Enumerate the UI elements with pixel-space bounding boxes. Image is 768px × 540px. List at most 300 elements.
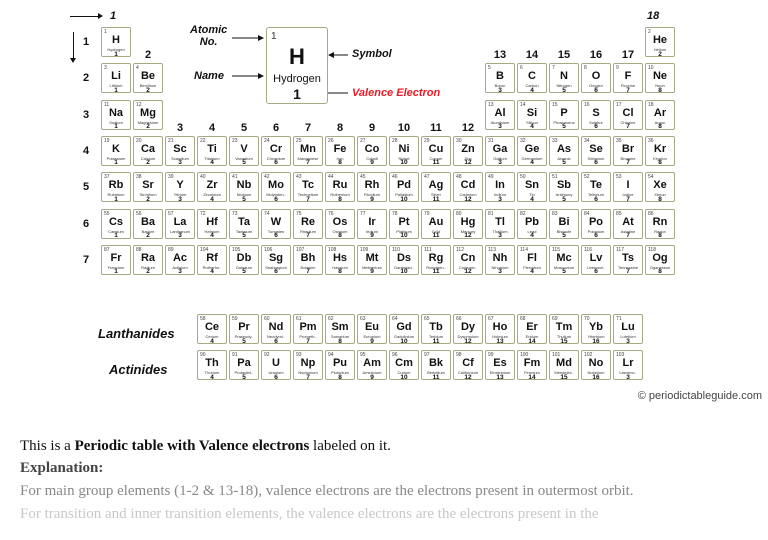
element-cell-te: [581, 172, 611, 202]
atomic-number: 84: [584, 210, 590, 217]
atomic-number: 31: [488, 137, 494, 144]
element-name: Meitnerium: [362, 264, 382, 270]
element-symbol: La: [173, 215, 187, 228]
valence-count: 12: [464, 159, 472, 166]
element-cell-fl: [517, 245, 547, 275]
group-label-15: 15: [557, 49, 571, 62]
element-name: Bismuth: [556, 228, 572, 234]
atomic-number: 113: [488, 246, 496, 253]
element-cell-cn: [453, 245, 483, 275]
element-name: Astatine: [620, 228, 636, 234]
group-label-11: 11: [430, 121, 442, 134]
valence-count: 3: [498, 123, 502, 130]
element-symbol: Th: [205, 357, 219, 369]
element-cell-cu: [421, 136, 451, 166]
element-symbol: K: [112, 142, 120, 155]
atomic-number: 25: [296, 137, 302, 144]
valence-count: 4: [530, 232, 534, 239]
element-name: Radium: [141, 264, 155, 270]
valence-count: 7: [626, 232, 630, 239]
element-symbol: V: [240, 142, 248, 155]
valence-count: 16: [592, 337, 600, 344]
valence-count: 5: [562, 123, 566, 130]
element-symbol: Sb: [556, 179, 572, 192]
group-label-9: 9: [368, 121, 376, 134]
atomic-number: 11: [104, 101, 110, 108]
element-cell-cf: [453, 350, 483, 380]
element-name: Plutonium: [331, 370, 349, 375]
atomic-number: 2: [648, 29, 651, 35]
atomic-number: 41: [232, 174, 238, 181]
group-18-label: 18: [647, 10, 660, 22]
period-label-2: 2: [82, 72, 90, 85]
element-symbol: O: [591, 70, 601, 83]
element-name: Beryllium: [139, 83, 157, 89]
element-cell-bk: [421, 350, 451, 380]
valence-count: 3: [498, 268, 502, 275]
element-cell-f: [613, 63, 643, 93]
atomic-number: 80: [456, 210, 462, 217]
element-symbol: Sc: [173, 142, 187, 155]
valence-count: 7: [306, 195, 310, 203]
element-cell-yb: [581, 314, 611, 344]
valence-count: 5: [242, 195, 246, 203]
element-symbol: P: [560, 106, 568, 119]
element-name: Thulium: [556, 334, 572, 339]
atomic-number: 83: [552, 210, 558, 217]
element-name: Bohrium: [300, 264, 316, 270]
element-symbol: I: [626, 179, 630, 192]
atomic-number: 116: [584, 246, 592, 253]
element-cell-ts: [613, 245, 643, 275]
atomic-number: 99: [488, 352, 494, 358]
element-symbol: Po: [588, 215, 604, 228]
valence-count: 2: [146, 123, 150, 130]
atomic-number: 82: [520, 210, 526, 217]
element-cell-bi: [549, 209, 579, 239]
element-symbol: Os: [332, 215, 348, 228]
atomic-number: 33: [552, 137, 558, 144]
atomic-number: 79: [424, 210, 430, 217]
element-name: Tennessine: [617, 264, 639, 270]
element-name: Zirconium: [203, 192, 221, 198]
element-cell-co: [357, 136, 387, 166]
valence-count: 6: [594, 123, 598, 130]
valence-count: 2: [146, 232, 150, 239]
element-cell-hg: [453, 209, 483, 239]
element-cell-tb: [421, 314, 451, 344]
element-cell-pr: [229, 314, 259, 344]
element-symbol: Li: [111, 70, 121, 83]
element-cell-pd: [389, 172, 419, 202]
element-cell-lv: [581, 245, 611, 275]
valence-count: 4: [530, 86, 534, 94]
atomic-number: 66: [456, 316, 462, 322]
element-symbol: Pu: [332, 357, 348, 369]
group-label-13: 13: [493, 49, 507, 62]
valence-count: 7: [626, 268, 630, 275]
element-cell-mo: [261, 172, 291, 202]
element-cell-s: [581, 100, 611, 130]
element-cell-dy: [453, 314, 483, 344]
element-name: Osmium: [332, 228, 348, 234]
element-name: Gold: [431, 228, 441, 234]
element-symbol: Sn: [524, 179, 540, 192]
element-cell-eu: [357, 314, 387, 344]
atomic-number: 70: [584, 316, 590, 322]
element-cell-i: [613, 172, 643, 202]
element-cell-at: [613, 209, 643, 239]
element-symbol: Fe: [333, 142, 347, 155]
element-name: Tellurium: [587, 192, 604, 198]
element-symbol: Ce: [204, 321, 220, 333]
valence-count: 5: [242, 373, 246, 380]
element-symbol: Cf: [462, 357, 474, 369]
atomic-number: 55: [104, 210, 110, 217]
group-label-12: 12: [461, 121, 475, 134]
legend-example-valence: 1: [293, 86, 301, 102]
element-name: Iridium: [365, 228, 378, 234]
element-cell-sr: [133, 172, 163, 202]
group-axis-label: 1: [110, 10, 117, 22]
valence-count: 3: [626, 373, 630, 380]
atomic-number: 20: [136, 137, 142, 144]
valence-count: 2: [658, 50, 662, 57]
element-cell-ba: [133, 209, 163, 239]
element-symbol: Re: [300, 215, 316, 228]
element-symbol: Pm: [299, 321, 317, 333]
atomic-number: 15: [552, 101, 558, 108]
element-name: Dysprosium: [457, 334, 479, 339]
element-symbol: C: [528, 70, 536, 83]
valence-count: 4: [210, 268, 214, 275]
element-name: Rhenium: [299, 228, 316, 234]
element-name: Erbium: [525, 334, 539, 339]
valence-count: 10: [400, 195, 408, 203]
atomic-number: 23: [232, 137, 238, 144]
element-symbol: Tm: [555, 321, 573, 333]
period-label-7: 7: [82, 253, 90, 266]
element-symbol: Co: [364, 142, 380, 155]
valence-count: 15: [560, 373, 568, 380]
element-cell-ca: [133, 136, 163, 166]
element-name: Barium: [141, 228, 155, 234]
element-symbol: Ts: [621, 251, 635, 264]
atomic-number: 104: [200, 246, 209, 253]
valence-count: 1: [114, 123, 118, 130]
element-cell-cs: [101, 209, 131, 239]
element-cell-cd: [453, 172, 483, 202]
element-cell-al: [485, 100, 515, 130]
atomic-number: 93: [296, 352, 302, 358]
element-name: Livermori..: [586, 264, 606, 270]
valence-count: 10: [400, 268, 408, 275]
valence-count: 2: [146, 86, 150, 94]
atomic-number: 117: [616, 246, 624, 253]
atomic-number: 45: [360, 174, 366, 181]
element-symbol: Db: [236, 251, 252, 264]
valence-count: 11: [432, 232, 440, 239]
element-symbol: Fr: [110, 251, 122, 264]
element-cell-er: [517, 314, 547, 344]
element-symbol: Hs: [332, 251, 348, 264]
element-name: Platinum: [396, 228, 412, 234]
atomic-number: 19: [104, 137, 110, 144]
explanation-para-1: For main group elements (1-2 & 13-18), valence electrons are the electrons present in outermost orbit.: [20, 483, 634, 499]
element-name: Antimony: [555, 192, 573, 198]
valence-count: 8: [658, 123, 662, 130]
element-symbol: Og: [652, 251, 668, 264]
element-cell-u: [261, 350, 291, 380]
atomic-number: 32: [520, 137, 526, 144]
valence-count: 5: [562, 159, 566, 166]
atomic-number: 63: [360, 316, 366, 322]
element-symbol: Ti: [207, 142, 217, 155]
valence-count: 10: [400, 159, 408, 166]
element-symbol: Ac: [172, 251, 188, 264]
element-cell-db: [229, 245, 259, 275]
element-name: Prometh..: [299, 334, 317, 339]
element-cell-sc: [165, 136, 195, 166]
atomic-number: 38: [136, 174, 142, 181]
valence-count: 7: [306, 373, 310, 380]
atomic-number: 21: [168, 137, 174, 144]
valence-count: 12: [464, 373, 472, 380]
lanthanides-label: Lanthanides: [98, 326, 175, 341]
element-name: Gallium: [493, 155, 507, 161]
element-name: Neon: [655, 83, 665, 89]
element-name: Nihonium: [491, 264, 509, 270]
element-cell-lu: [613, 314, 643, 344]
atomic-number: 94: [328, 352, 334, 358]
atomic-number: 110: [392, 246, 400, 253]
element-cell-ds: [389, 245, 419, 275]
element-cell-p: [549, 100, 579, 130]
element-name: Helium: [653, 47, 667, 52]
valence-count: 1: [114, 232, 118, 239]
atomic-number: 73: [232, 210, 238, 217]
atomic-number: 14: [520, 101, 526, 108]
element-name: Rutherfor..: [202, 264, 222, 270]
element-name: Titanium: [204, 155, 220, 161]
element-name: Oganesson: [649, 264, 671, 270]
valence-count: 3: [178, 268, 182, 275]
element-name: Nitrogen: [556, 83, 572, 89]
atomic-number: 10: [648, 65, 654, 72]
element-symbol: Mn: [300, 142, 316, 155]
element-name: Darmstad..: [394, 264, 414, 270]
atomic-number: 24: [264, 137, 270, 144]
valence-count: 8: [658, 195, 662, 203]
atomic-number: 48: [456, 174, 462, 181]
valence-count: 2: [146, 195, 150, 203]
element-cell-os: [325, 209, 355, 239]
atomic-number: 6: [520, 65, 523, 72]
atomic-number: 46: [392, 174, 398, 181]
valence-count: 12: [464, 268, 472, 275]
explanation-heading: Explanation:: [20, 460, 104, 476]
valence-count: 14: [528, 337, 536, 344]
element-cell-am: [357, 350, 387, 380]
atomic-number: 7: [552, 65, 555, 72]
element-name: Magnesium: [137, 119, 159, 125]
element-cell-h: [101, 27, 131, 57]
element-name: Technetium: [297, 192, 319, 198]
valence-count: 8: [338, 268, 342, 275]
element-name: Yttrium: [173, 192, 187, 198]
element-cell-b: [485, 63, 515, 93]
element-cell-cl: [613, 100, 643, 130]
element-cell-og: [645, 245, 675, 275]
element-name: Terbium: [428, 334, 444, 339]
element-cell-au: [421, 209, 451, 239]
element-cell-no: [581, 350, 611, 380]
element-cell-w: [261, 209, 291, 239]
atomic-number: 100: [520, 352, 529, 358]
element-symbol: Te: [589, 179, 603, 192]
atomic-number: 108: [328, 246, 337, 253]
valence-count: 8: [338, 373, 342, 380]
valence-count: 3: [178, 232, 182, 239]
legend-example-number: 1: [271, 31, 277, 42]
valence-count: 3: [498, 232, 502, 239]
valence-count: 6: [274, 373, 278, 380]
element-cell-mn: [293, 136, 323, 166]
element-name: Aluminium: [490, 119, 510, 125]
valence-count: 6: [274, 159, 278, 166]
element-cell-v: [229, 136, 259, 166]
valence-count: 11: [432, 268, 440, 275]
valence-count: 7: [306, 159, 310, 166]
atomic-number: 49: [488, 174, 494, 181]
element-name: Calcium: [140, 155, 156, 161]
valence-count: 4: [210, 373, 214, 380]
element-symbol: Md: [556, 357, 572, 369]
valence-count: 5: [242, 232, 246, 239]
valence-count: 8: [658, 268, 662, 275]
element-name: Sodium: [109, 119, 123, 125]
atomic-number: 68: [520, 316, 526, 322]
atomic-number: 22: [200, 137, 206, 144]
atomic-number: 50: [520, 174, 526, 181]
explanation-text: [20, 437, 760, 523]
atomic-number: 81: [488, 210, 494, 217]
element-symbol: Eu: [364, 321, 380, 333]
valence-count: 3: [178, 159, 182, 166]
valence-count: 6: [274, 232, 278, 239]
element-cell-li: [101, 63, 131, 93]
element-cell-nh: [485, 245, 515, 275]
element-symbol: Tb: [429, 321, 443, 333]
element-cell-fr: [101, 245, 131, 275]
element-cell-gd: [389, 314, 419, 344]
valence-count: 7: [626, 195, 630, 203]
atomic-number: 109: [360, 246, 369, 253]
valence-count: 2: [146, 268, 150, 275]
element-name: Einsteinium: [489, 370, 511, 375]
element-name: Ytterbium: [587, 334, 605, 339]
atomic-number: 54: [648, 174, 654, 181]
element-name: Carbon: [525, 83, 539, 89]
atomic-number: 9: [616, 65, 619, 72]
element-name: Scandium: [171, 155, 189, 161]
atomic-number: 64: [392, 316, 398, 322]
atomic-number: 16: [584, 101, 590, 108]
element-name: Mercury: [460, 228, 476, 234]
element-cell-rg: [421, 245, 451, 275]
atomic-number: 75: [296, 210, 302, 217]
atomic-number: 8: [584, 65, 587, 72]
element-name: Cerium: [205, 334, 219, 339]
element-cell-o: [581, 63, 611, 93]
atomic-number: 89: [168, 246, 174, 253]
element-name: Manganese: [297, 155, 319, 161]
element-symbol: Rh: [364, 179, 380, 192]
valence-count: 3: [178, 195, 182, 203]
valence-count: 6: [594, 195, 598, 203]
element-symbol: Er: [526, 321, 538, 333]
atomic-number: 76: [328, 210, 334, 217]
element-cell-xe: [645, 172, 675, 202]
atomic-number: 12: [136, 101, 142, 108]
valence-count: 6: [274, 268, 278, 275]
element-cell-br: [613, 136, 643, 166]
element-symbol: Cd: [460, 179, 476, 192]
atomic-number: 40: [200, 174, 206, 181]
element-cell-pb: [517, 209, 547, 239]
atomic-number: 47: [424, 174, 430, 181]
element-symbol: Cm: [395, 357, 413, 369]
valence-count: 13: [496, 373, 504, 380]
atomic-number: 28: [392, 137, 398, 144]
element-cell-ac: [165, 245, 195, 275]
element-cell-es: [485, 350, 515, 380]
element-name: Copper: [429, 155, 443, 161]
element-cell-tl: [485, 209, 515, 239]
valence-count: 3: [498, 86, 502, 94]
valence-count: 6: [594, 232, 598, 239]
atomic-number: 17: [616, 101, 622, 108]
element-name: Californium: [457, 370, 479, 375]
element-name: Polonium: [587, 228, 605, 234]
atomic-number: 74: [264, 210, 270, 217]
atomic-number: 85: [616, 210, 622, 217]
atomic-number: 58: [200, 316, 206, 322]
element-symbol: Sm: [331, 321, 349, 333]
atomic-number: 118: [648, 246, 656, 253]
element-symbol: Rn: [652, 215, 668, 228]
element-symbol: Zn: [461, 142, 475, 155]
element-name: Zinc: [464, 155, 472, 161]
valence-count: 10: [400, 373, 408, 380]
element-symbol: Y: [176, 179, 184, 192]
element-cell-zr: [197, 172, 227, 202]
element-name: Curium: [397, 370, 411, 375]
element-cell-ra: [133, 245, 163, 275]
valence-count: 9: [370, 268, 374, 275]
element-symbol: Fl: [527, 251, 537, 264]
element-cell-hf: [197, 209, 227, 239]
atomic-number: 98: [456, 352, 462, 358]
element-name: Tin: [529, 192, 535, 198]
valence-count: 1: [114, 268, 118, 275]
element-cell-he: [645, 27, 675, 57]
element-symbol: H: [112, 34, 120, 46]
element-name: Europium: [363, 334, 381, 339]
element-name: Potassium: [106, 155, 126, 161]
atomic-number: 105: [232, 246, 241, 253]
element-symbol: Am: [363, 357, 381, 369]
